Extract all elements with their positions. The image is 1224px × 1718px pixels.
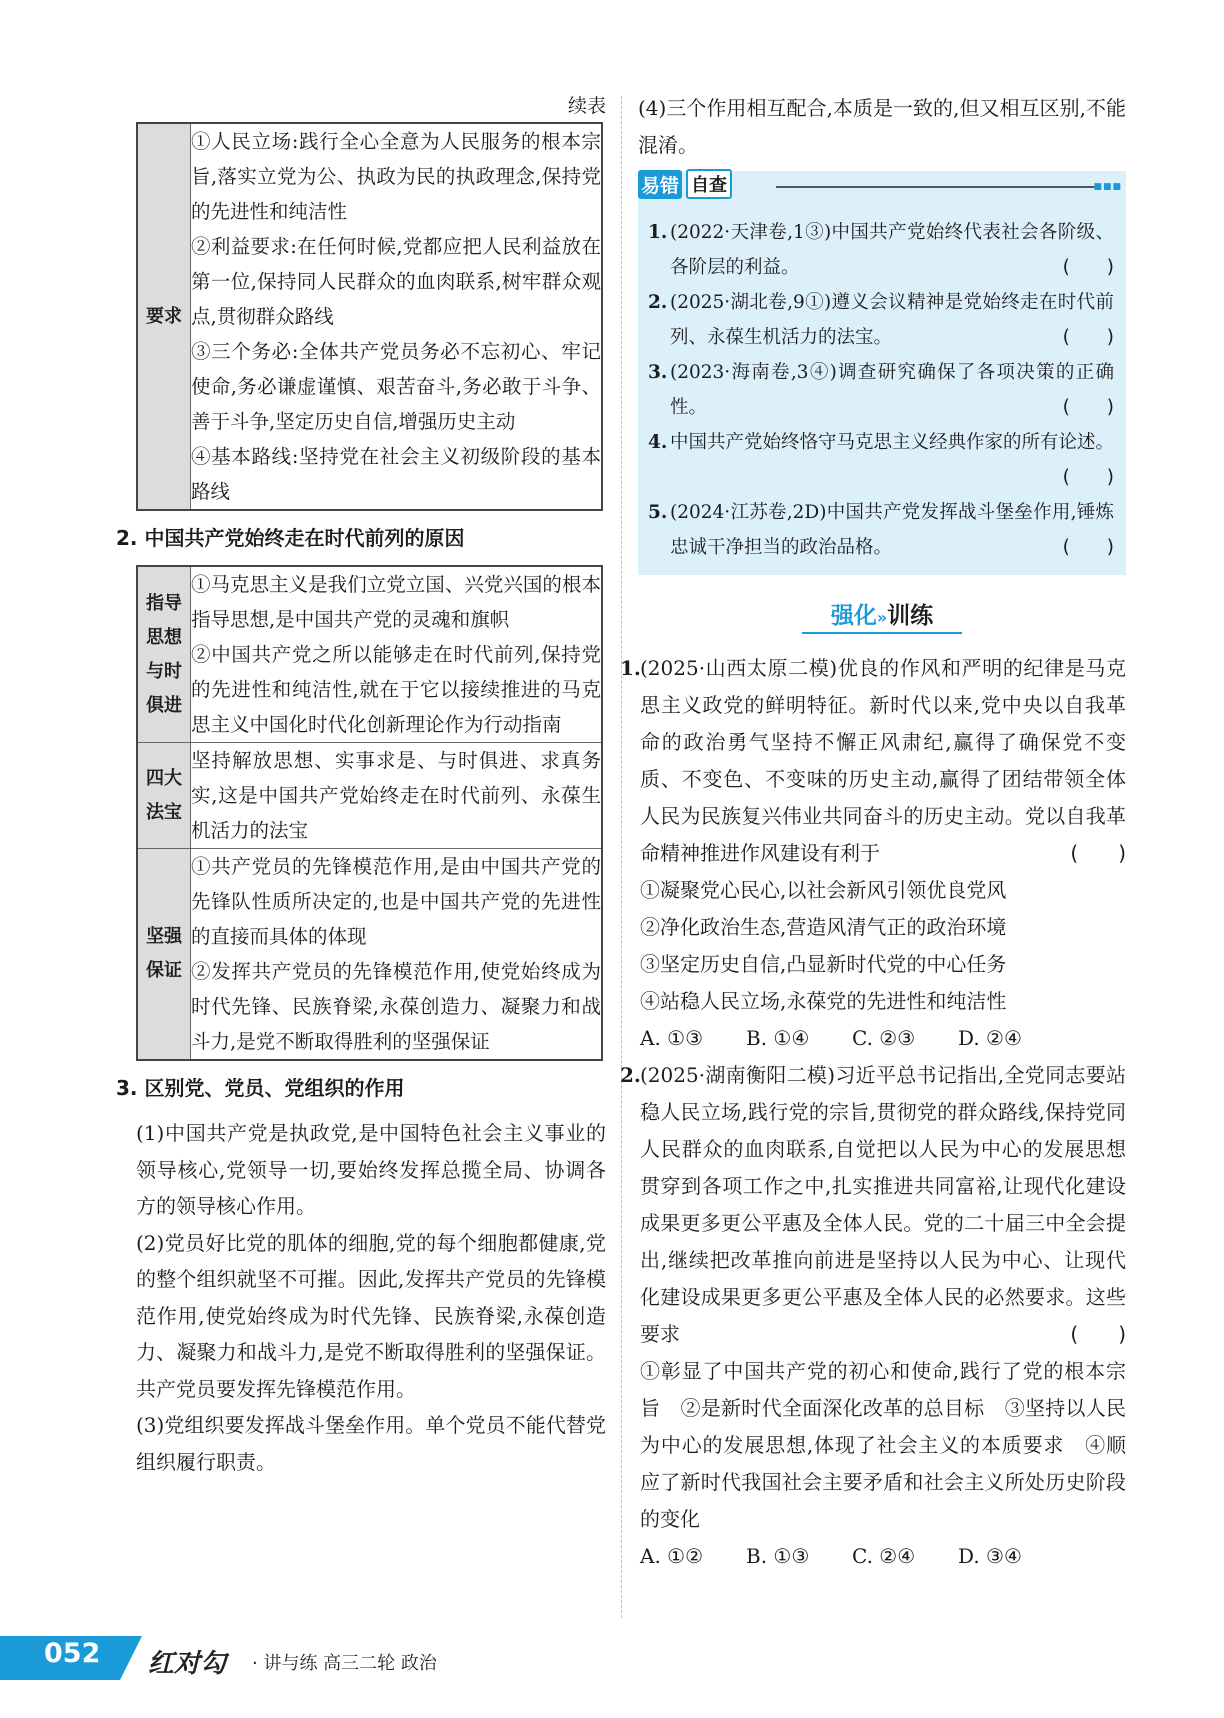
- table-label: 指导思想与时俱进: [137, 566, 191, 743]
- option-group: ①彰显了中国共产党的初心和使命,践行了党的根本宗旨 ②是新时代全面深化改革的总目标 ③坚持以人民为中心的发展思想,体现了社会主义的本质要求 ④顺应了新时代我国社会主要矛盾和社会主义所处历史阶段的变化: [640, 1359, 1126, 1531]
- page-footer: [0, 1636, 600, 1680]
- table-cell: [191, 123, 603, 510]
- answer-paren: ( ): [1062, 537, 1114, 558]
- paragraph: (4)三个作用相互配合,本质是一致的,但又相互区别,不能混淆。: [638, 96, 1126, 157]
- list-item: 1. (2022·天津卷,1③)中国共产党始终代表社会各阶级、各阶层的利益。 ( ): [648, 215, 1114, 285]
- answer-paren: ( ): [1062, 257, 1114, 278]
- tag-error-prone: 易错: [638, 170, 682, 199]
- divider-line: [776, 186, 1096, 188]
- table-item: ②发挥共产党员的先锋模范作用,使党始终成为时代先锋、民族脊梁,永葆创造力、凝聚力和战斗力,是党不断取得胜利的坚强保证: [191, 960, 601, 1053]
- training-heading: 强化»训练: [638, 597, 1126, 634]
- list-item: 5. (2024·江苏卷,2D)中国共产党发挥战斗堡垒作用,锤炼忠诚干净担当的政治品格。 ( ): [648, 495, 1114, 565]
- paragraph: (3)党组织要发挥战斗堡垒作用。单个党员不能代替党组织履行职责。: [136, 1413, 606, 1474]
- question-1: 1. (2025·山西太原二模)优良的作风和严明的纪律是马克思主义政党的鲜明特征。新时代以来,党中央以自我革命的政治勇气坚持不懈正风肃纪,赢得了确保党不变质、不变色、不变味的历史主动,赢得了团结带领全体人民为民族复兴伟业共同奋斗的历史主动。党以自我革命精神推进作风建设有利于 ( ) ①凝聚党心民心,以社会新风引领优良党风 ②净化政治生态,营造风清气正的政治环境 ③坚定历史自信,凸显新时代党的中心任务 ④站稳人民立场,永葆党的先进性和纯洁性 A. ①③ B. ①④ C. ②③ D. ②④: [620, 650, 1126, 1057]
- paragraph: (2)党员好比党的肌体的细胞,党的每个细胞都健康,党的整个组织就坚不可摧。因此,发挥共产党员的先锋模范作用,使党始终成为时代先锋、民族脊梁,永葆创造力、凝聚力和战斗力,是党不断取得胜利的坚强保证。共产党员要发挥先锋模范作用。: [136, 1230, 606, 1401]
- choice-b: B. ①④: [746, 1026, 810, 1050]
- choice-c: C. ②③: [852, 1026, 916, 1050]
- table-item: ①人民立场:践行全心全意为人民服务的根本宗旨,落实立党为公、执政为民的执政理念,保持党的先进性和纯洁性: [191, 130, 601, 223]
- option: ④站稳人民立场,永葆党的先进性和纯洁性: [640, 989, 1007, 1013]
- option: ②净化政治生态,营造风清气正的政治环境: [640, 915, 1007, 939]
- table-item: 坚持解放思想、实事求是、与时俱进、求真务实,这是中国共产党始终走在时代前列、永葆生机活力的法宝: [191, 749, 601, 842]
- page-number: 052: [44, 1638, 101, 1669]
- choice-d: D. ②④: [958, 1026, 1022, 1050]
- page-number-tab: [0, 1636, 120, 1680]
- choice-b: B. ①③: [746, 1544, 810, 1568]
- error-check-box: [638, 171, 1126, 575]
- table-item: ③三个务必:全体共产党员务必不忘初心、牢记使命,务必谦虚谨慎、艰苦奋斗,务必敢于斗争、善于斗争,坚定历史自信,增强历史主动: [191, 340, 601, 433]
- requirements-table: [136, 122, 603, 511]
- option: ③坚定历史自信,凸显新时代党的中心任务: [640, 952, 1007, 976]
- left-column: [116, 90, 606, 1480]
- heading-underline: [802, 632, 962, 634]
- error-check-list: [638, 215, 1126, 565]
- section-3-heading: 3. 区别党、党员、党组织的作用: [116, 1076, 405, 1100]
- error-check-header: [638, 169, 732, 199]
- table-item: ①共产党员的先锋模范作用,是由中国共产党的先锋队性质所决定的,也是中国共产党的先进性的直接而具体的体现: [191, 855, 601, 948]
- dots-decoration-icon: ■■■: [1093, 182, 1122, 192]
- choice-a: A. ①③: [640, 1026, 704, 1050]
- continued-label: 续表: [567, 95, 606, 117]
- table-cell: [191, 566, 603, 743]
- answer-paren: ( ): [1062, 467, 1114, 488]
- list-item: 4. 中国共产党始终恪守马克思主义经典作家的所有论述。 ( ): [648, 425, 1114, 495]
- table-cell: [191, 743, 603, 849]
- answer-choices: [640, 1538, 1126, 1575]
- paragraph: (1)中国共产党是执政党,是中国特色社会主义事业的领导核心,党领导一切,要始终发挥总揽全局、协调各方的领导核心作用。: [136, 1121, 606, 1218]
- list-item: 3. (2023·海南卷,3④)调查研究确保了各项决策的正确性。 ( ): [648, 355, 1114, 425]
- table-cell: [191, 849, 603, 1061]
- table-label-requirements: 要求: [137, 123, 191, 510]
- list-item: 2. (2025·湖北卷,9①)遵义会议精神是党始终走在时代前列、永葆生机活力的法宝。 ( ): [648, 285, 1114, 355]
- table-item: ②利益要求:在任何时候,党都应把人民利益放在第一位,保持同人民群众的血肉联系,树牢群众观点,贯彻群众路线: [191, 235, 601, 328]
- table-item: ②中国共产党之所以能够走在时代前列,保持党的先进性和纯洁性,就在于它以接续推进的马克思主义中国化时代化创新理论作为行动指南: [191, 643, 601, 736]
- answer-paren: ( ): [1070, 1322, 1126, 1346]
- tag-self-check: 自查: [686, 169, 732, 199]
- question-2: 2. (2025·湖南衡阳二模)习近平总书记指出,全党同志要站稳人民立场,践行党的宗旨,贯彻党的群众路线,保持党同人民群众的血肉联系,自觉把以人民为中心的发展思想贯穿到各项工作之中,扎实推进共同富裕,让现代化建设成果更多更公平惠及全体人民。党的二十届三中全会提出,继续把改革推向前进是坚持以人民为中心、让现代化建设成果更多更公平惠及全体人民的必然要求。这些要求 ( ) ①彰显了中国共产党的初心和使命,践行了党的根本宗旨 ②是新时代全面深化改革的总目标 ③坚持以人民为中心的发展思想,体现了社会主义的本质要求 ④顺应了新时代我国社会主要矛盾和社会主义所处历史阶段的变化 A. ①② B. ①③ C. ②④ D. ③④: [620, 1057, 1126, 1575]
- answer-choices: [640, 1020, 1126, 1057]
- choice-c: C. ②④: [852, 1544, 916, 1568]
- answer-paren: ( ): [1062, 327, 1114, 348]
- table-label: 四大法宝: [137, 743, 191, 849]
- answer-paren: ( ): [1070, 841, 1126, 865]
- book-subtitle: · 讲与练 高三二轮 政治: [252, 1653, 437, 1674]
- reasons-table: [136, 565, 603, 1061]
- choice-a: A. ①②: [640, 1544, 704, 1568]
- choice-d: D. ③④: [958, 1544, 1022, 1568]
- table-item: ④基本路线:坚持党在社会主义初级阶段的基本路线: [191, 445, 601, 503]
- table-label: 坚强保证: [137, 849, 191, 1061]
- answer-paren: ( ): [1062, 397, 1114, 418]
- section-2-heading: 2. 中国共产党始终走在时代前列的原因: [116, 526, 465, 550]
- table-item: ①马克思主义是我们立党立国、兴党兴国的根本指导思想,是中国共产党的灵魂和旗帜: [191, 573, 601, 631]
- option: ①凝聚党心民心,以社会新风引领优良党风: [640, 878, 1007, 902]
- brand-logo: 红对勾: [148, 1649, 227, 1679]
- right-column: [620, 90, 1126, 1575]
